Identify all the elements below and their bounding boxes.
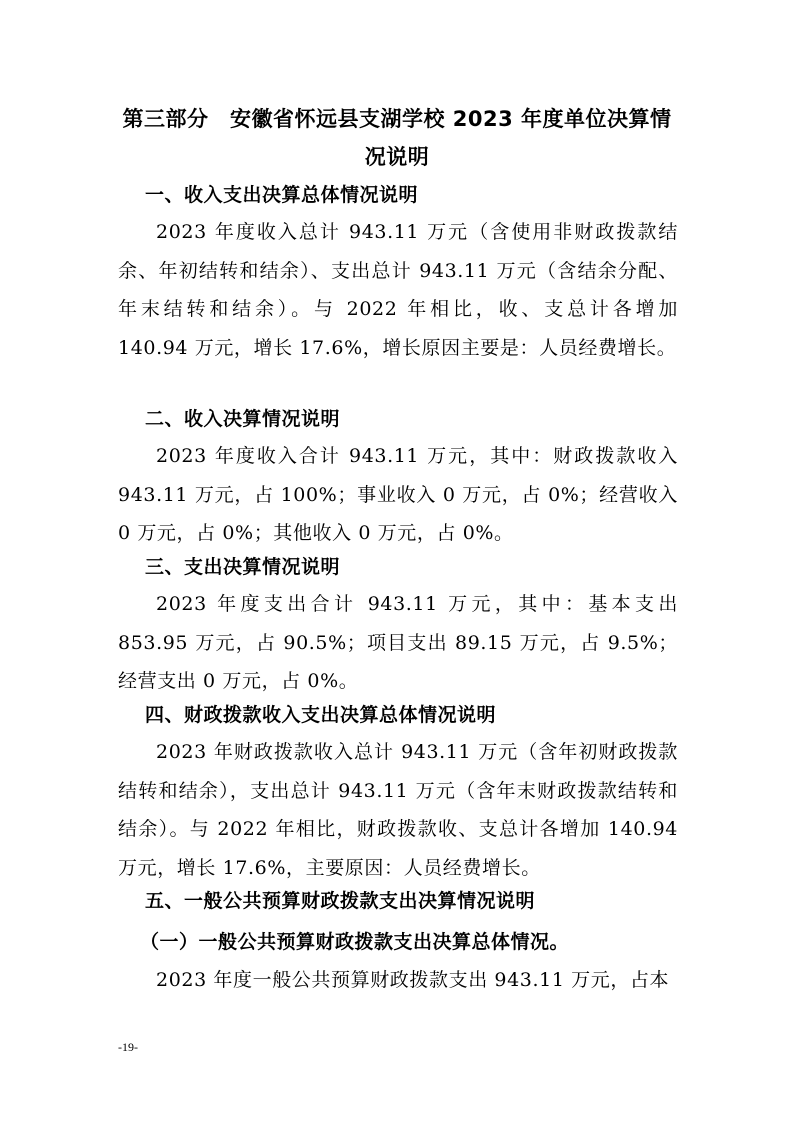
subsection-5-1-heading: （一）一般公共预算财政拨款支出决算总体情况。	[140, 931, 570, 953]
section-2-paragraph: 2023 年度收入合计 943.11 万元，其中：财政拨款收入 943.11 万元，占 100%；事业收入 0 万元，占 0%；经营收入 0 万元，占 0%；其他收入 0 万元，占 0%。	[118, 445, 678, 544]
page-number: -19-	[118, 1040, 138, 1054]
section-3-heading: 三、支出决算情况说明	[145, 556, 341, 578]
subsection-5-1-paragraph: 2023 年度一般公共预算财政拨款支出 943.11 万元，占本	[156, 969, 670, 991]
section-1-heading: 一、收入支出决算总体情况说明	[145, 184, 419, 206]
section-2-heading: 二、收入决算情况说明	[145, 408, 341, 430]
section-1-paragraph: 2023 年度收入总计 943.11 万元（含使用非财政拨款结余、年初结转和结余）、支出总计 943.11 万元（含结余分配、年末结转和结余）。与 2022 年相比，收、支总计各增加 140.94 万元，增长 17.6%，增长原因主要是：人员经费增长。	[118, 221, 678, 359]
document-title: 第三部分 安徽省怀远县支湖学校 2023 年度单位决算情况说明	[122, 107, 672, 169]
section-3-paragraph: 2023 年度支出合计 943.11 万元，其中：基本支出 853.95 万元，占 90.5%；项目支出 89.15 万元，占 9.5%；经营支出 0 万元，占 0%。	[118, 593, 678, 692]
section-4-paragraph: 2023 年财政拨款收入总计 943.11 万元（含年初财政拨款结转和结余），支出总计 943.11 万元（含年末财政拨款结转和结余）。与 2022 年相比，财政拨款收、支总计各增加 140.94 万元，增长 17.6%，主要原因：人员经费增长。	[118, 741, 678, 879]
section-4-heading: 四、财政拨款收入支出决算总体情况说明	[145, 704, 497, 726]
section-5-heading: 五、一般公共预算财政拨款支出决算情况说明	[145, 890, 536, 912]
